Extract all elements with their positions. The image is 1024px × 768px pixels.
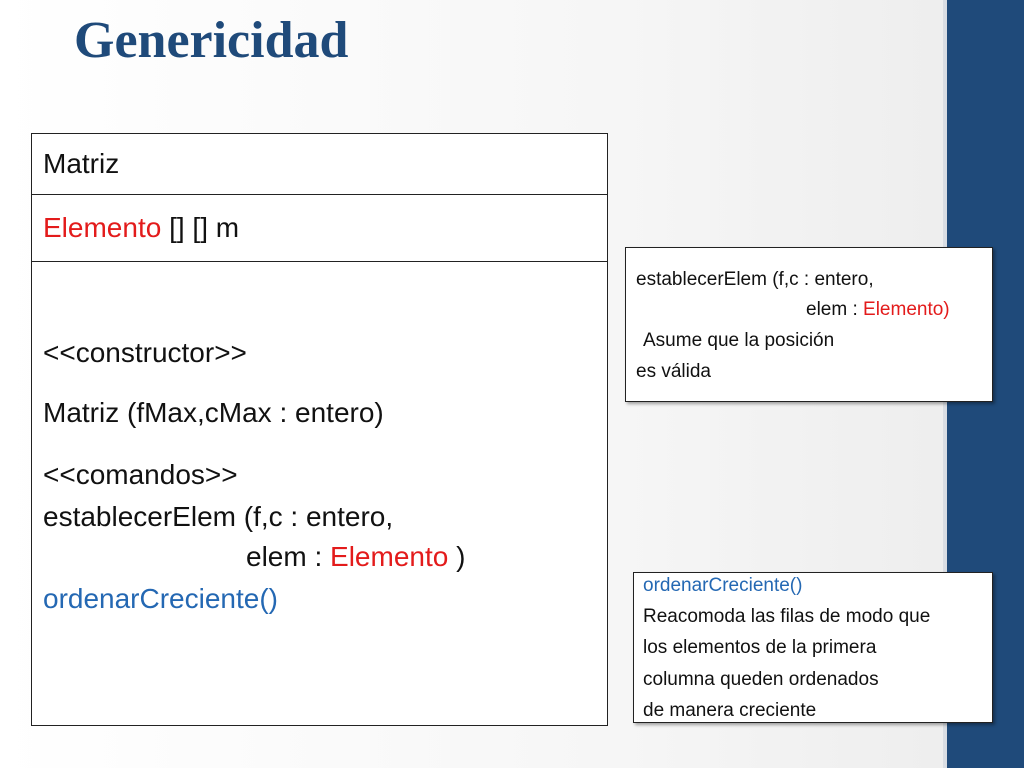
note-establecer-line3: Asume que la posición — [643, 330, 835, 351]
uml-class-box — [31, 133, 608, 726]
note-ordenar-line5: de manera creciente — [643, 700, 817, 721]
note-establecer-line4: es válida — [636, 361, 711, 382]
note-ordenar-line4: columna queden ordenados — [643, 669, 879, 690]
note-establecer-line1: establecerElem (f,c : entero, — [636, 269, 874, 290]
method-establecer-line1: establecerElem (f,c : entero, — [43, 501, 394, 532]
note-param-type: Elemento) — [863, 299, 950, 320]
param-elem: elem : — [246, 541, 331, 572]
param-type: Elemento — [330, 541, 449, 572]
note-establecer-line2 — [806, 297, 950, 323]
class-name: Matriz — [43, 148, 120, 179]
slide-title: Genericidad — [74, 12, 349, 69]
attribute-m — [43, 208, 239, 248]
constructor-stereotype: <<constructor>> — [43, 337, 247, 368]
attribute-declaration: [] [] m — [161, 212, 240, 243]
attribute-type: Elemento — [43, 212, 162, 243]
commands-stereotype: <<comandos>> — [43, 459, 238, 490]
note-ordenar — [633, 572, 993, 723]
param-close: ) — [448, 541, 466, 572]
class-name-section — [32, 134, 607, 195]
note-ordenar-line2: Reacomoda las filas de modo que — [643, 606, 931, 627]
note-establecer — [625, 247, 993, 402]
note-ordenar-line3: los elementos de la primera — [643, 637, 877, 658]
constructor-signature: Matriz (fMax,cMax : entero) — [43, 397, 384, 428]
method-establecer-line2 — [246, 537, 465, 577]
note-param-elem: elem : — [806, 299, 864, 320]
attributes-section — [32, 195, 607, 262]
operations-section — [32, 262, 607, 727]
method-ordenar: ordenarCreciente() — [43, 583, 278, 614]
note-ordenar-line1: ordenarCreciente() — [643, 575, 803, 596]
